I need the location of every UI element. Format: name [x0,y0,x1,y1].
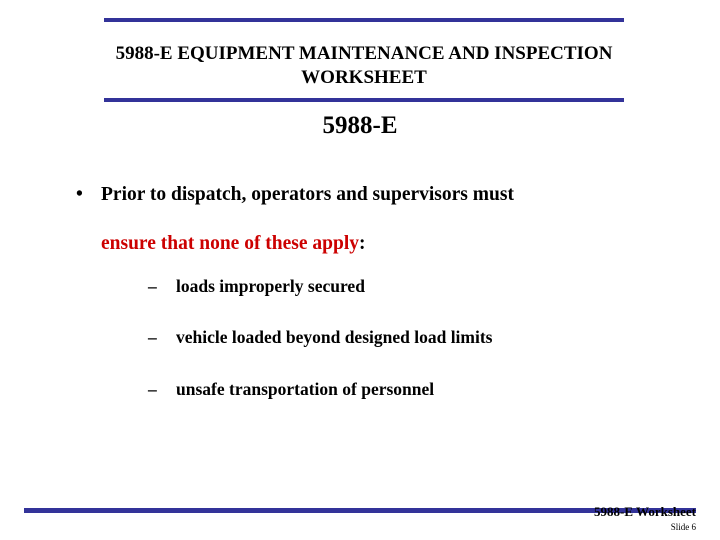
dash-marker: – [148,327,157,348]
list-item [148,275,668,298]
bullet-marker: • [76,184,83,205]
title-rule-top [104,18,624,22]
footer-title: 5988-E Worksheet [594,504,696,519]
bullet-text: Prior to dispatch, operators and supervisors must [101,184,514,205]
title-rule-bottom [104,98,624,102]
bullet-item-continuation [68,231,668,256]
list-item-label: vehicle loaded beyond designed load limits [176,327,493,348]
slide-body [68,182,668,401]
slide-number: Slide 6 [670,522,696,532]
list-item [148,326,668,349]
list-item [148,378,668,401]
page-title: 5988-E EQUIPMENT MAINTENANCE AND INSPECTION WORKSHEET [115,43,613,89]
sub-bullet-list [68,275,668,401]
slide-subtitle: 5988-E [322,112,398,139]
bullet-item [68,182,668,207]
bullet-text-colon: : [359,233,366,255]
dash-marker: – [148,275,157,296]
bullet-text-highlight: ensure that none of these apply [101,233,360,255]
list-item-label: loads improperly secured [176,275,365,296]
dash-marker: – [148,379,157,400]
list-item-label: unsafe transportation of personnel [176,379,435,400]
